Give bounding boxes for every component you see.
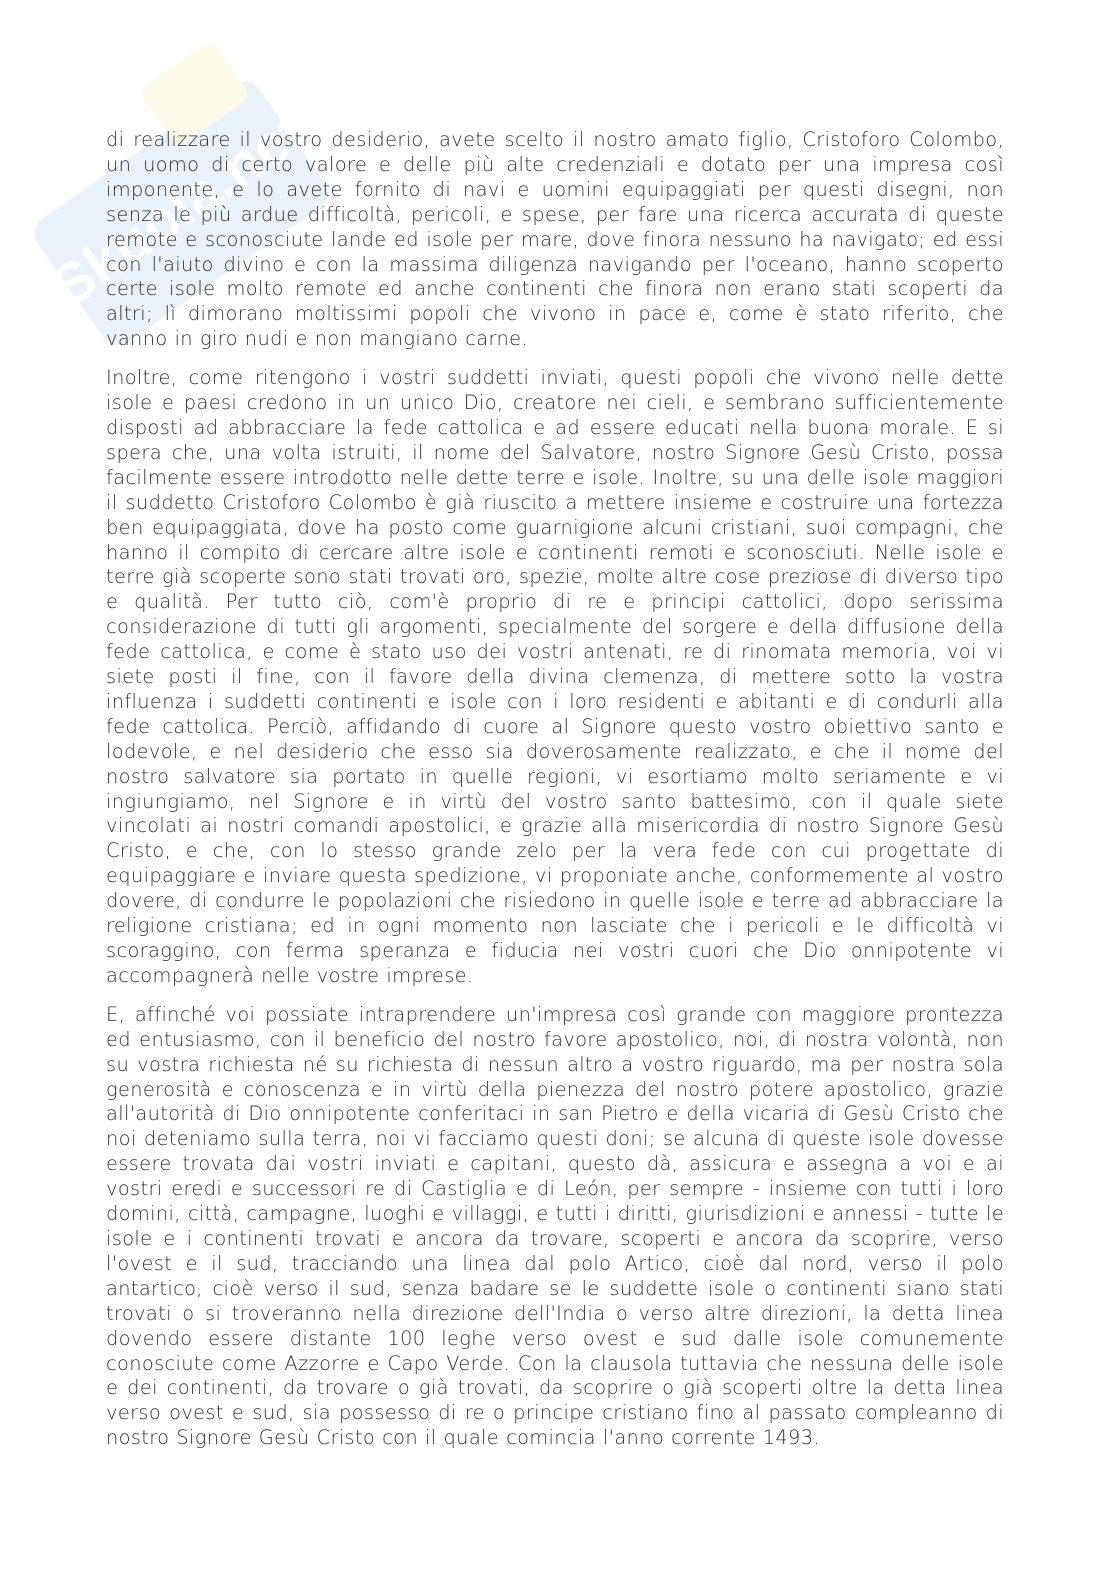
paragraph-3: E, affinché voi possiate intraprendere un'impresa così grande con maggiore prontezza ed entusiasmo, con il beneficio del nostro favore apostolico, noi, di nostra volontà, non su vostra richiesta né su richiesta di nessun altro a vostro riguardo, ma per nostra sola generosità e conoscenza e in virtù della pienezza del nostro potere apostolico, grazie all'autorità di Dio onnipotente conferitaci in san Pietro e della vicaria di Gesù Cristo che noi deteniamo sulla terra, noi vi facciamo questi doni; se alcuna di queste isole dovesse essere trovata dai vostri inviati e capitani, questo dà, assicura e assegna a voi e ai vostri eredi e successori re di Castiglia e di León, per sempre - insieme con tutti i loro domini, città, campagne, luoghi e villaggi, e tutti i diritti, giurisdizioni e annessi - tutte le isole e i continenti trovati e ancora da trovare, scoperti e ancora da scoprire, verso l'ovest e il sud, tracciando una linea dal polo Artico, cioè dal nord, verso il polo antartico, cioè verso il sud, senza badare se le suddette isole o continenti siano stati trovati o si troveranno nella direzione dell'India o verso altre direzioni, la detta linea dovendo essere distante 100 leghe verso ovest e sud dalle isole comunemente conosciute come Azzorre e Capo Verde. Con la clausola tuttavia che nessuna delle isole e dei continenti, da trovare o già trovati, da scoprire o già scoperti oltre la detta linea verso ovest e sud, sia possesso di re o principe cristiano fino al passato compleanno di nostro Signore Gesù Cristo con il quale comincia l'anno corrente 1493. (106, 1002, 1004, 1450)
document-body (106, 128, 1004, 1465)
paragraph-2: Inoltre, come ritengono i vostri suddetti inviati, questi popoli che vivono nelle dette isole e paesi credono in un unico Dio, creatore nei cieli, e sembrano sufficientemente disposti ad abbracciare la fede cattolica e ad essere educati nella buona morale. E si spera che, una volta istruiti, il nome del Salvatore, nostro Signore Gesù Cristo, possa facilmente essere introdotto nelle dette terre e isole. Inoltre, su una delle isole maggiori il suddetto Cristoforo Colombo è già riuscito a mettere insieme e costruire una fortezza ben equipaggiata, dove ha posto come guarnigione alcuni cristiani, suoi compagni, che hanno il compito di cercare altre isole e continenti remoti e sconosciuti. Nelle isole e terre già scoperte sono stati trovati oro, spezie, molte altre cose preziose di diverso tipo e qualità. Per tutto ciò, com'è proprio di re e principi cattolici, dopo serissima considerazione di tutti gli argomenti, specialmente del sorgere e della diffusione della fede cattolica, e come è stato uso dei vostri antenati, re di rinomata memoria, voi vi siete posti il fine, con il favore della divina clemenza, di mettere sotto la vostra influenza i suddetti continenti e isole con i loro residenti e abitanti e di condurli alla fede cattolica. Perciò, affidando di cuore al Signore questo vostro obiettivo santo e lodevole, e nel desiderio che esso sia doverosamente realizzato, e che il nome del nostro salvatore sia portato in quelle regioni, vi esortiamo molto seriamente e vi ingiungiamo, nel Signore e in virtù del vostro santo battesimo, con il quale siete vincolati ai nostri comandi apostolici, e grazie alla misericordia di nostro Signore Gesù Cristo, e che, con lo stesso grande zelo per la vera fede con cui progettate di equipaggiare e inviare questa spedizione, vi proponiate anche, conformemente al vostro dovere, di condurre le popolazioni che risiedono in quelle isole e terre ad abbracciare la religione cristiana; ed in ogni momento non lasciate che i pericoli e le difficoltà vi scoraggino, con ferma speranza e fiducia nei vostri cuori che Dio onnipotente vi accompagnerà nelle vostre imprese. (106, 366, 1004, 987)
paragraph-1: di realizzare il vostro desiderio, avete scelto il nostro amato figlio, Cristoforo Colombo, un uomo di certo valore e delle più alte credenziali e dotato per una impresa così imponente, e lo avete fornito di navi e uomini equipaggiati per questi disegni, non senza le più ardue difficoltà, pericoli, e spese, per fare una ricerca accurata di queste remote e sconosciute lande ed isole per mare, dove finora nessuno ha navigato; ed essi con l'aiuto divino e con la massima diligenza navigando per l'oceano, hanno scoperto certe isole molto remote ed anche continenti che finora non erano stati scoperti da altri; lì dimorano moltissimi popoli che vivono in pace e, come è stato riferito, che vanno in giro nudi e non mangiano carne. (106, 128, 1004, 351)
watermark-text: Skuola.net (39, 98, 318, 321)
